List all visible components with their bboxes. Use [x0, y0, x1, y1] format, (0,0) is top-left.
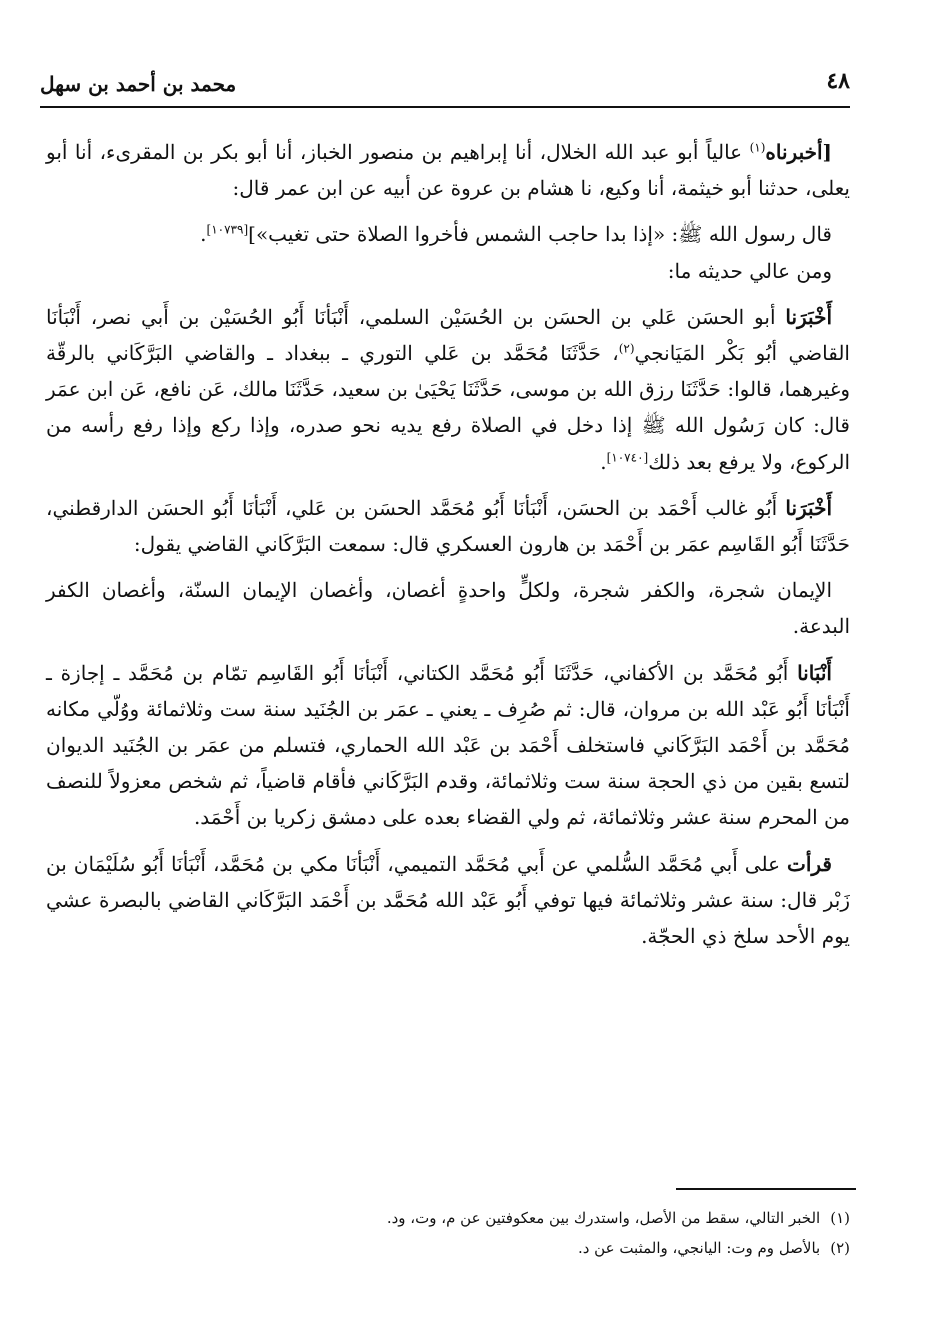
paragraph-text: أبو الحسَن عَلي بن الحسَن بن الحُسَيْن السلمي، أَنْبَأنَا أَبُو الحُسَيْن بن أَبي نصر، أَنْبَأنَا القاضي أبُو بَكْر المَيَانجي: [46, 304, 850, 366]
footnote-number: (٢): [830, 1239, 850, 1257]
footnote-text: بالأصل وم وت: اليانجي، والمثبت عن د.: [577, 1239, 821, 1257]
paragraph-text: الإيمان شجرة، والكفر شجرة، ولكلٍّ واحدةٍ أغصان، وأغصان الإيمان السنّة، وأغصان الكفر البدعة.: [46, 578, 850, 639]
page-number: ٤٨: [826, 68, 850, 94]
paragraph-text: على أَبي مُحَمَّد السُّلمي عن أَبي مُحَمَّد التميمي، أَنْبَأنَا مكي بن مُحَمَّد، أَنْبَأنَا أَبُو سُلَيْمَان بن زَبْر قال: سنة عشر وثلاثمائة فيها توفي أَبُو عَبْد الله مُحَمَّد بن أَحْمَد البَرَّكَاني القاضي بالبصرة عشي يوم الأحد سلخ ذي الحجّة.: [46, 851, 850, 949]
paragraph-text: أَبُو مُحَمَّد بن الأكفاني، حَدَّثَنَا أَبُو مُحَمَّد الكتاني، أَنْبَأنَا أَبُو القَاسِم تمّام بن مُحَمَّد ـ إجازة ـ أَنْبَأنَا أَبُو عَبْد الله بن مروان، قال: ثم صُرِف ـ يعني ـ عمَر بن الجُنَيد سنة ست وثلاثمائة ووُلّي مكانه مُحَمَّد بن أَحْمَد البَرَّكَاني فاستخلف أَحْمَد بن عَبْد الله الحماري، فتسلم من عمَر بن الجُنَيد الديوان لتسع بقين من ذي الحجة سنة ست وثلاثمائة، وقدم البَرَّكَاني فأقام قاضياً، ثم شخص معزولاً للنصف من المحرم سنة عشر وثلاثمائة، ثم ولي القضاء بعده على دمشق زكريا بن أَحْمَد.: [46, 660, 850, 830]
paragraph-end: .: [200, 222, 207, 247]
paragraph-3: [46, 253, 850, 289]
paragraph-text: ومن عالي حديثه ما:: [667, 258, 832, 283]
footnote-text: الخبر التالي، سقط من الأصل، واستدرك بين معكوفتين عن م، وت، ود.: [386, 1209, 821, 1227]
paragraph-text: ، حَدَّثَنَا مُحَمَّد بن عَلي التوري ـ ببغداد ـ والقاضي البَرَّكَاني بالرقّة وغيرهما، قالوا: حَدَّثَنَا رزق الله بن موسى، حَدَّثَنَا يَحْيَىٰ بن سعيد، حَدَّثَنَا مالك، عَن نافع، عَن ابن عمَر قال: كان رَسُول الله ﷺ إذا دخل في الصلاة رفع يديه نحو صدره، وإذا ركع وإذا رفع رأسه من الركوع، ولا يرفع بعد ذلك: [46, 341, 850, 474]
paragraph-lead: قرأت: [787, 851, 832, 876]
page-body: [46, 134, 850, 964]
paragraph-1: [46, 134, 850, 206]
paragraph-8: [46, 846, 850, 955]
paragraph-lead: أَخْبَرَنا: [785, 304, 832, 329]
paragraph-text: قال رسول الله ﷺ: «إذا بدا حاجب الشمس فأخروا الصلاة حتى تغيب»]: [248, 222, 832, 247]
paragraph-4: [46, 299, 850, 480]
running-title: محمد بن أحمد بن سهل: [40, 72, 237, 96]
paragraph-2: [46, 216, 850, 252]
page-header: [40, 66, 850, 108]
footnote-ref-2[interactable]: (٢): [618, 341, 635, 356]
footnote-ref-1[interactable]: (١): [749, 140, 766, 155]
hadith-number-ref: [١٠٧٣٩]: [206, 222, 249, 237]
paragraph-lead: أَنْبَانا: [797, 660, 832, 685]
paragraph-text: عالياً أبو عبد الله الخلال، أنا إبراهيم بن منصور الخباز، أنا أبو بكر بن المقرىء، أنا أبو يعلى، حدثنا أبو خيثمة، أنا وكيع، نا هشام بن عروة عن أبيه عن ابن عمر قال:: [46, 140, 850, 201]
paragraph-7: [46, 655, 850, 836]
paragraph-text: أَبُو غالب أَحْمَد بن الحسَن، أَنْبَأنَا أَبُو مُحَمَّد الحسَن بن عَلي، أَنْبَأنَا أَبُو الحسَن الدارقطني، حَدَّثَنَا أَبُو القَاسِم عمَر بن أَحْمَد بن هارون العسكري قال: سمعت البَرَّكَاني القاضي يقول:: [46, 495, 850, 557]
footnote-number: (١): [830, 1209, 850, 1227]
paragraph-lead: أَخْبَرَنا: [785, 495, 832, 520]
footnote-1: [46, 1203, 850, 1233]
paragraph-end: .: [600, 449, 607, 474]
footnote-2: [46, 1233, 850, 1263]
paragraph-6: [46, 572, 850, 644]
footnote-divider: [676, 1188, 856, 1190]
hadith-number-ref: [١٠٧٤٠]: [606, 449, 649, 464]
footnotes: [46, 1203, 850, 1263]
paragraph-lead: [أخبرناه: [765, 140, 832, 164]
paragraph-5: [46, 490, 850, 562]
